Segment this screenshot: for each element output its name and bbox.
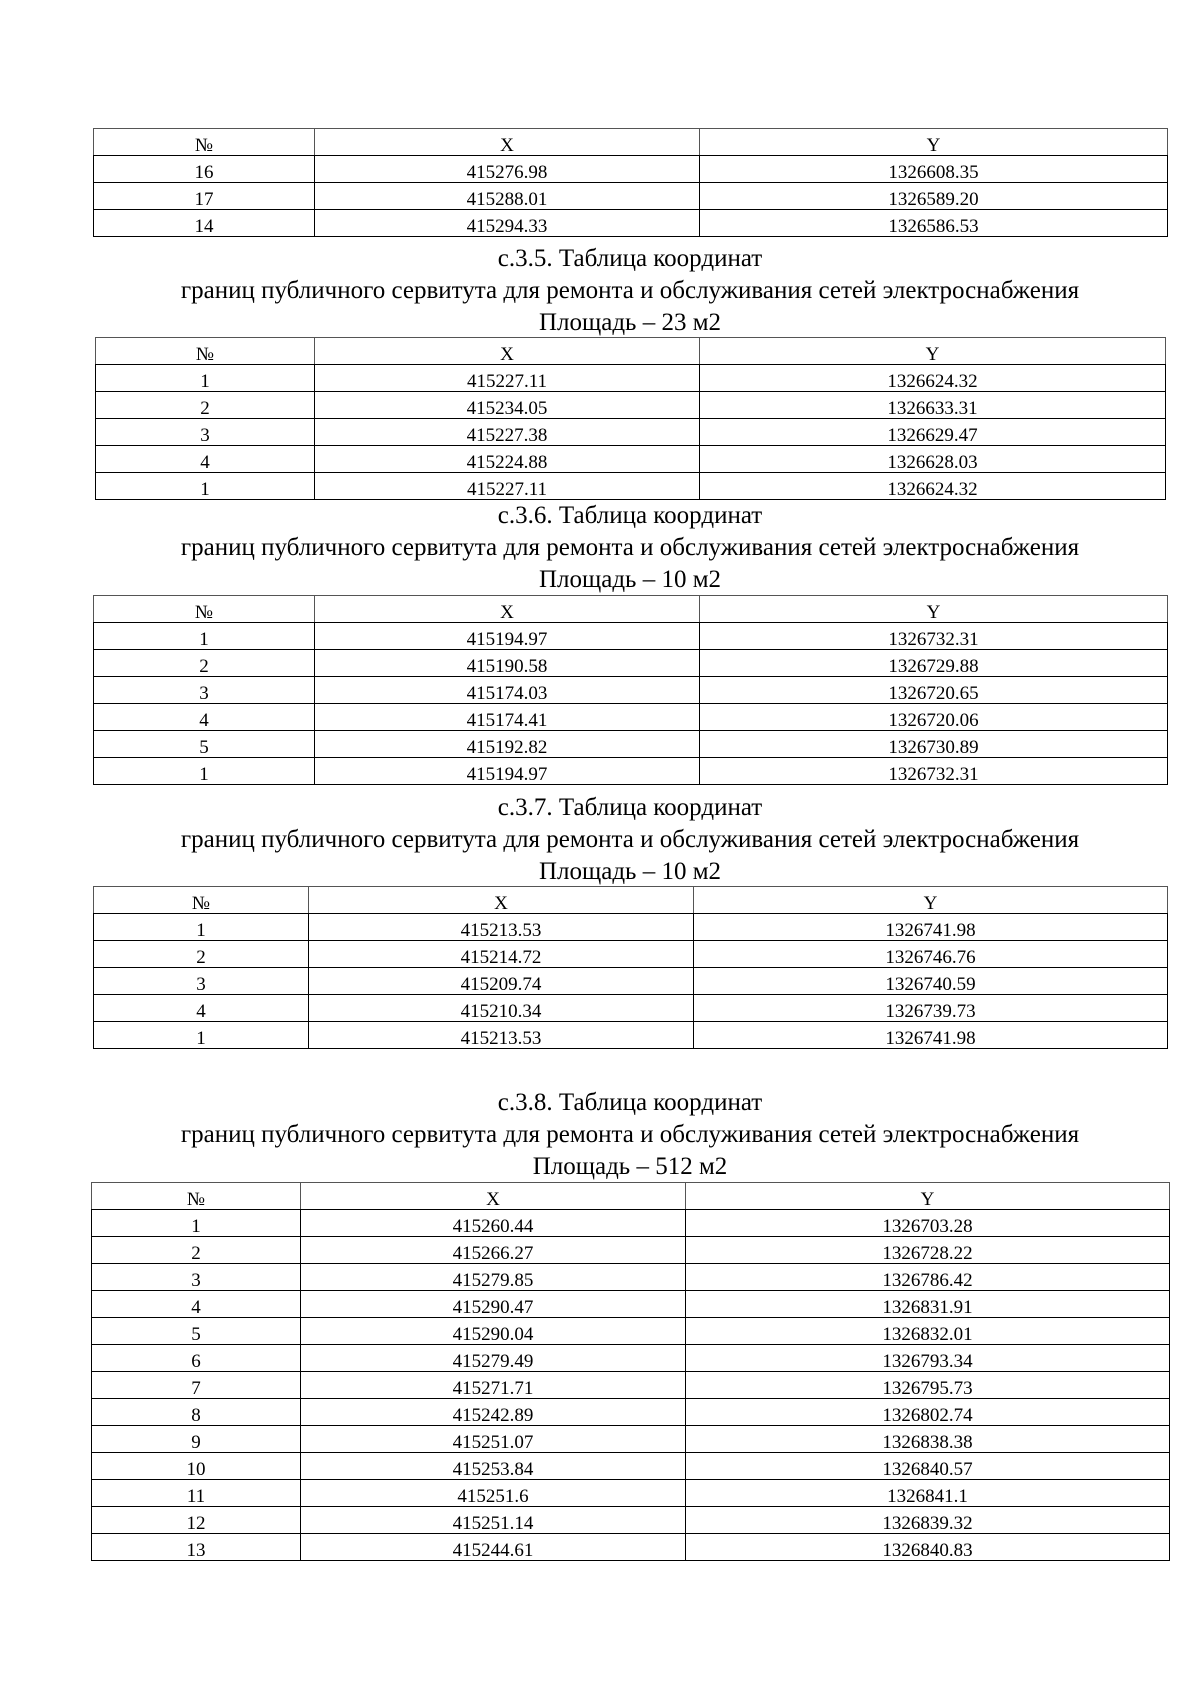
- y-coordinate-cell: 1326728.22: [686, 1237, 1170, 1264]
- y-coordinate-cell: 1326589.20: [700, 183, 1168, 210]
- table-row: [92, 1399, 1170, 1426]
- x-coordinate-cell: 415290.47: [301, 1291, 686, 1318]
- y-coordinate-cell: 1326703.28: [686, 1210, 1170, 1237]
- y-coordinate-cell: 1326795.73: [686, 1372, 1170, 1399]
- x-coordinate-cell: 415194.97: [315, 623, 700, 650]
- column-header-number: №: [94, 596, 315, 623]
- table-row: [92, 1264, 1170, 1291]
- column-header-y: Y: [686, 1183, 1170, 1210]
- table-area: Площадь – 23 м2: [538, 309, 722, 336]
- table-row: [94, 677, 1168, 704]
- y-coordinate-cell: 1326831.91: [686, 1291, 1170, 1318]
- point-number-cell: 8: [92, 1399, 301, 1426]
- y-coordinate-cell: 1326802.74: [686, 1399, 1170, 1426]
- point-number-cell: 4: [94, 995, 309, 1022]
- table-subtitle: границ публичного сервитута для ремонта и обслуживания сетей электроснабжения: [180, 277, 1080, 304]
- table-header-row: [94, 129, 1168, 156]
- table-row: [94, 995, 1168, 1022]
- table-row: [92, 1318, 1170, 1345]
- coordinates-table-3-8: [91, 1182, 1170, 1561]
- column-header-x: X: [315, 338, 700, 365]
- table-body: [94, 887, 1168, 1049]
- column-header-number: №: [94, 887, 309, 914]
- point-number-cell: 2: [94, 650, 315, 677]
- table-row: [96, 446, 1166, 473]
- table-row: [92, 1534, 1170, 1561]
- table-row: [94, 968, 1168, 995]
- table-row: [94, 183, 1168, 210]
- x-coordinate-cell: 415271.71: [301, 1372, 686, 1399]
- x-coordinate-cell: 415227.11: [315, 473, 700, 500]
- coordinates-table-continued: [93, 128, 1168, 237]
- y-coordinate-cell: 1326633.31: [700, 392, 1166, 419]
- y-coordinate-cell: 1326729.88: [700, 650, 1168, 677]
- table-row: [94, 941, 1168, 968]
- column-header-number: №: [92, 1183, 301, 1210]
- coordinates-table-3-5: [95, 337, 1166, 500]
- y-coordinate-cell: 1326741.98: [694, 1022, 1168, 1049]
- x-coordinate-cell: 415290.04: [301, 1318, 686, 1345]
- point-number-cell: 2: [94, 941, 309, 968]
- coordinates-table-3-6: [93, 595, 1168, 785]
- table-body: [94, 129, 1168, 237]
- point-number-cell: 1: [94, 914, 309, 941]
- x-coordinate-cell: 415194.97: [315, 758, 700, 785]
- table-row: [94, 1022, 1168, 1049]
- table-body: [94, 596, 1168, 785]
- point-number-cell: 1: [92, 1210, 301, 1237]
- y-coordinate-cell: 1326840.83: [686, 1534, 1170, 1561]
- x-coordinate-cell: 415227.38: [315, 419, 700, 446]
- point-number-cell: 9: [92, 1426, 301, 1453]
- y-coordinate-cell: 1326839.32: [686, 1507, 1170, 1534]
- column-header-x: X: [315, 596, 700, 623]
- x-coordinate-cell: 415242.89: [301, 1399, 686, 1426]
- point-number-cell: 3: [92, 1264, 301, 1291]
- y-coordinate-cell: 1326720.65: [700, 677, 1168, 704]
- point-number-cell: 3: [94, 677, 315, 704]
- table-row: [96, 365, 1166, 392]
- table-area: Площадь – 512 м2: [532, 1153, 728, 1180]
- table-row: [92, 1237, 1170, 1264]
- table-row: [92, 1453, 1170, 1480]
- coordinates-table-3-7: [93, 886, 1168, 1049]
- y-coordinate-cell: 1326732.31: [700, 623, 1168, 650]
- table-subtitle: границ публичного сервитута для ремонта и обслуживания сетей электроснабжения: [180, 1121, 1080, 1148]
- table-row: [94, 623, 1168, 650]
- table-row: [92, 1210, 1170, 1237]
- table-row: [92, 1480, 1170, 1507]
- x-coordinate-cell: 415213.53: [309, 914, 694, 941]
- point-number-cell: 4: [92, 1291, 301, 1318]
- table-row: [92, 1291, 1170, 1318]
- table-row: [92, 1426, 1170, 1453]
- x-coordinate-cell: 415227.11: [315, 365, 700, 392]
- x-coordinate-cell: 415174.03: [315, 677, 700, 704]
- point-number-cell: 1: [96, 473, 315, 500]
- table-header-row: [92, 1183, 1170, 1210]
- table-heading-3-6: [0, 500, 1200, 596]
- column-header-x: X: [301, 1183, 686, 1210]
- x-coordinate-cell: 415279.85: [301, 1264, 686, 1291]
- table-row: [94, 914, 1168, 941]
- table-subtitle: границ публичного сервитута для ремонта и обслуживания сетей электроснабжения: [180, 534, 1080, 561]
- point-number-cell: 3: [96, 419, 315, 446]
- x-coordinate-cell: 415279.49: [301, 1345, 686, 1372]
- x-coordinate-cell: 415251.14: [301, 1507, 686, 1534]
- y-coordinate-cell: 1326840.57: [686, 1453, 1170, 1480]
- point-number-cell: 2: [92, 1237, 301, 1264]
- table-row: [92, 1507, 1170, 1534]
- y-coordinate-cell: 1326841.1: [686, 1480, 1170, 1507]
- column-header-number: №: [96, 338, 315, 365]
- x-coordinate-cell: 415266.27: [301, 1237, 686, 1264]
- point-number-cell: 1: [94, 623, 315, 650]
- point-number-cell: 5: [94, 731, 315, 758]
- table-row: [96, 392, 1166, 419]
- point-number-cell: 2: [96, 392, 315, 419]
- y-coordinate-cell: 1326793.34: [686, 1345, 1170, 1372]
- y-coordinate-cell: 1326624.32: [700, 473, 1166, 500]
- table-subtitle: границ публичного сервитута для ремонта и обслуживания сетей электроснабжения: [180, 826, 1080, 853]
- table-row: [92, 1345, 1170, 1372]
- point-number-cell: 6: [92, 1345, 301, 1372]
- y-coordinate-cell: 1326608.35: [700, 156, 1168, 183]
- table-header-row: [94, 596, 1168, 623]
- table-area: Площадь – 10 м2: [538, 566, 722, 593]
- column-header-x: X: [315, 129, 700, 156]
- point-number-cell: 4: [94, 704, 315, 731]
- x-coordinate-cell: 415234.05: [315, 392, 700, 419]
- table-row: [94, 731, 1168, 758]
- x-coordinate-cell: 415260.44: [301, 1210, 686, 1237]
- x-coordinate-cell: 415251.6: [301, 1480, 686, 1507]
- x-coordinate-cell: 415190.58: [315, 650, 700, 677]
- y-coordinate-cell: 1326786.42: [686, 1264, 1170, 1291]
- y-coordinate-cell: 1326832.01: [686, 1318, 1170, 1345]
- column-header-y: Y: [700, 129, 1168, 156]
- point-number-cell: 10: [92, 1453, 301, 1480]
- point-number-cell: 1: [94, 1022, 309, 1049]
- y-coordinate-cell: 1326838.38: [686, 1426, 1170, 1453]
- table-title: с.3.6. Таблица координат: [497, 502, 763, 529]
- y-coordinate-cell: 1326629.47: [700, 419, 1166, 446]
- point-number-cell: 17: [94, 183, 315, 210]
- x-coordinate-cell: 415214.72: [309, 941, 694, 968]
- table-title: с.3.5. Таблица координат: [497, 245, 763, 272]
- table-title: с.3.8. Таблица координат: [497, 1089, 763, 1116]
- x-coordinate-cell: 415244.61: [301, 1534, 686, 1561]
- table-row: [94, 156, 1168, 183]
- point-number-cell: 16: [94, 156, 315, 183]
- column-header-number: №: [94, 129, 315, 156]
- y-coordinate-cell: 1326720.06: [700, 704, 1168, 731]
- table-heading-3-8: [0, 1087, 1200, 1183]
- column-header-y: Y: [694, 887, 1168, 914]
- table-heading-3-7: [0, 792, 1200, 888]
- column-header-x: X: [309, 887, 694, 914]
- x-coordinate-cell: 415224.88: [315, 446, 700, 473]
- y-coordinate-cell: 1326628.03: [700, 446, 1166, 473]
- table-row: [94, 210, 1168, 237]
- x-coordinate-cell: 415253.84: [301, 1453, 686, 1480]
- point-number-cell: 3: [94, 968, 309, 995]
- x-coordinate-cell: 415210.34: [309, 995, 694, 1022]
- x-coordinate-cell: 415192.82: [315, 731, 700, 758]
- table-body: [96, 338, 1166, 500]
- table-row: [92, 1372, 1170, 1399]
- point-number-cell: 7: [92, 1372, 301, 1399]
- y-coordinate-cell: 1326740.59: [694, 968, 1168, 995]
- x-coordinate-cell: 415174.41: [315, 704, 700, 731]
- point-number-cell: 1: [94, 758, 315, 785]
- x-coordinate-cell: 415251.07: [301, 1426, 686, 1453]
- table-heading-3-5: [0, 243, 1200, 339]
- y-coordinate-cell: 1326732.31: [700, 758, 1168, 785]
- point-number-cell: 14: [94, 210, 315, 237]
- y-coordinate-cell: 1326746.76: [694, 941, 1168, 968]
- table-area: Площадь – 10 м2: [538, 858, 722, 885]
- table-title: с.3.7. Таблица координат: [497, 794, 763, 821]
- x-coordinate-cell: 415294.33: [315, 210, 700, 237]
- column-header-y: Y: [700, 596, 1168, 623]
- table-body: [92, 1183, 1170, 1561]
- point-number-cell: 13: [92, 1534, 301, 1561]
- point-number-cell: 1: [96, 365, 315, 392]
- y-coordinate-cell: 1326730.89: [700, 731, 1168, 758]
- table-row: [94, 650, 1168, 677]
- x-coordinate-cell: 415209.74: [309, 968, 694, 995]
- x-coordinate-cell: 415213.53: [309, 1022, 694, 1049]
- table-row: [96, 473, 1166, 500]
- point-number-cell: 5: [92, 1318, 301, 1345]
- y-coordinate-cell: 1326739.73: [694, 995, 1168, 1022]
- table-header-row: [96, 338, 1166, 365]
- y-coordinate-cell: 1326741.98: [694, 914, 1168, 941]
- table-row: [94, 758, 1168, 785]
- table-row: [96, 419, 1166, 446]
- y-coordinate-cell: 1326624.32: [700, 365, 1166, 392]
- x-coordinate-cell: 415288.01: [315, 183, 700, 210]
- y-coordinate-cell: 1326586.53: [700, 210, 1168, 237]
- table-row: [94, 704, 1168, 731]
- point-number-cell: 4: [96, 446, 315, 473]
- column-header-y: Y: [700, 338, 1166, 365]
- table-header-row: [94, 887, 1168, 914]
- point-number-cell: 11: [92, 1480, 301, 1507]
- x-coordinate-cell: 415276.98: [315, 156, 700, 183]
- point-number-cell: 12: [92, 1507, 301, 1534]
